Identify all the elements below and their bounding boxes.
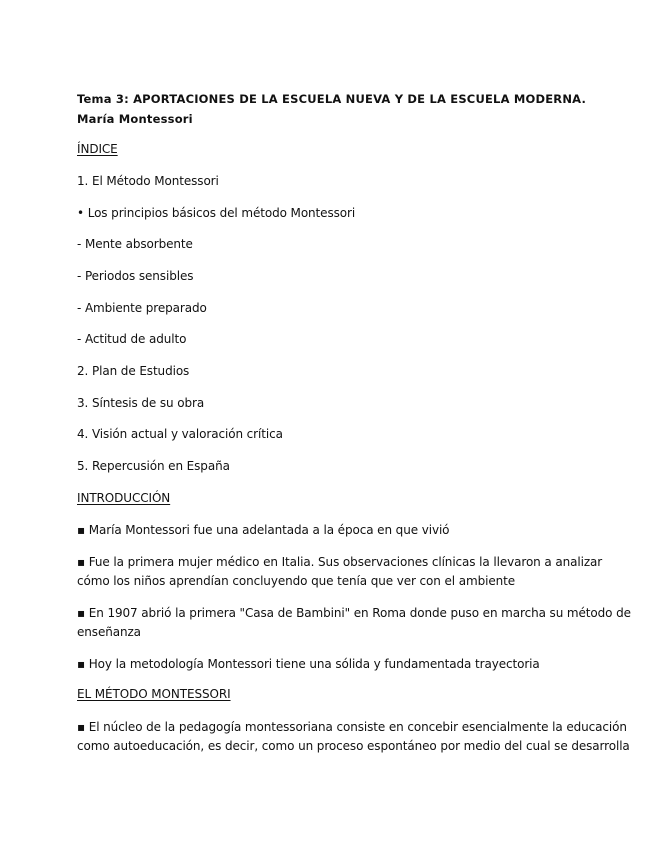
paragraph-line: enseñanza [77,625,141,639]
indice-item: 3. Síntesis de su obra [77,396,205,410]
intro-paragraph [77,604,631,642]
intro-paragraph [77,655,577,674]
indice-item: 1. El Método Montessori [77,174,219,188]
indice-heading: ÍNDICE [77,142,118,156]
introduccion-heading: INTRODUCCIÓN [77,491,171,505]
indice-item: 4. Visión actual y valoración crítica [77,427,283,441]
document-title: Tema 3: APORTACIONES DE LA ESCUELA NUEVA Y DE LA ESCUELA MODERNA. [77,92,587,106]
paragraph-line: como autoeducación, es decir, como un proceso espontáneo por medio del cual se desarrolla [77,739,630,753]
metodo-paragraph [77,718,630,756]
indice-item: • Los principios básicos del método Montessori [77,206,356,220]
document-subtitle: María Montessori [77,112,193,126]
indice-item: - Periodos sensibles [77,269,194,283]
indice-item: 5. Repercusión en España [77,459,230,473]
indice-item: - Ambiente preparado [77,301,207,315]
paragraph-line: ▪ El núcleo de la pedagogía montessoriana consiste en concebir esencialmente la educación [77,720,627,734]
paragraph-line: ▪ En 1907 abrió la primera "Casa de Bambini" en Roma donde puso en marcha su método de [77,606,631,620]
indice-item: 2. Plan de Estudios [77,364,190,378]
indice-item: - Mente absorbente [77,237,193,251]
paragraph-line: cómo los niños aprendían concluyendo que tenía que ver con el ambiente [77,574,516,588]
indice-item: - Actitud de adulto [77,332,187,346]
paragraph-line: ▪ Fue la primera mujer médico en Italia. Sus observaciones clínicas la llevaron a analizar [77,555,603,569]
intro-paragraph [77,521,577,540]
intro-paragraph [77,553,603,591]
paragraph-line: ▪ Hoy la metodología Montessori tiene una sólida y fundamentada trayectoria [77,657,540,671]
metodo-heading: EL MÉTODO MONTESSORI [77,687,231,701]
paragraph-line: ▪ María Montessori fue una adelantada a la época en que vivió [77,523,450,537]
